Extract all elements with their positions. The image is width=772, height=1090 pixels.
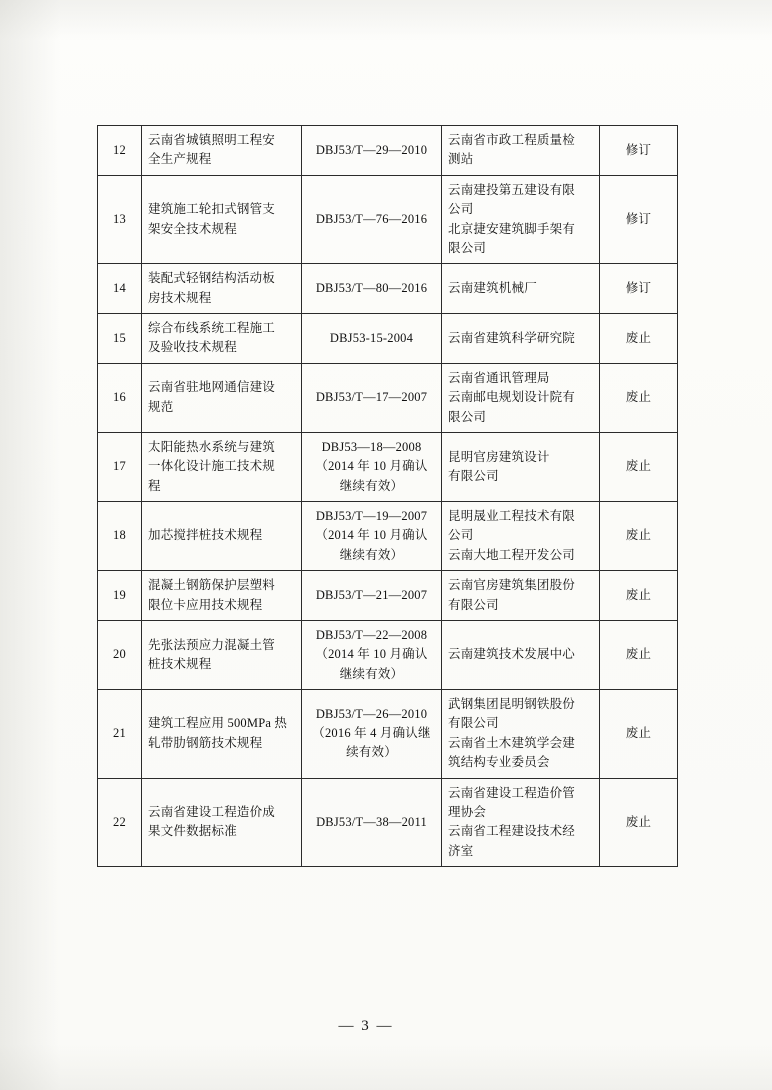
standard-name (142, 778, 302, 867)
table-row (98, 502, 678, 571)
standard-code (302, 432, 442, 501)
row-number: 18 (98, 502, 142, 571)
standard-name-line: 云南省城镇照明工程安 (148, 133, 276, 147)
row-number: 12 (98, 126, 142, 176)
standard-code-line: 续有效） (346, 745, 397, 760)
editing-organization-line: 云南省通讯管理局 (448, 370, 550, 385)
standard-name-line: 云南省建设工程造价成 (148, 804, 276, 819)
editing-organization (442, 264, 600, 314)
standard-code-line: DBJ53/T—38—2011 (316, 814, 427, 829)
editing-organization-line: 限公司 (448, 240, 487, 255)
table-row (98, 778, 678, 867)
standard-name (142, 126, 302, 176)
editing-organization-line: 测站 (448, 152, 474, 167)
standard-name-line: 一体化设计施工技术规 (148, 459, 276, 474)
standard-code (302, 690, 442, 779)
status-label: 修订 (600, 264, 678, 314)
standard-name-line: 限位卡应用技术规程 (148, 597, 263, 612)
standard-name (142, 432, 302, 501)
table-row (98, 571, 678, 621)
editing-organization-line: 云南省建设工程造价管 (448, 785, 576, 800)
editing-organization-line: 云南省建筑科学研究院 (448, 330, 576, 345)
standard-code-line: 继续有效） (339, 478, 404, 493)
editing-organization-line: 云南省市政工程质量检 (448, 133, 576, 147)
standard-name (142, 363, 302, 432)
editing-organization (442, 314, 600, 364)
standard-name (142, 620, 302, 689)
standard-name (142, 571, 302, 621)
editing-organization-line: 武钢集团昆明钢铁股份 (448, 697, 576, 711)
row-number: 20 (98, 620, 142, 689)
editing-organization-line: 有限公司 (448, 716, 499, 731)
editing-organization-line: 云南省土木建筑学会建 (448, 735, 576, 750)
standard-name (142, 502, 302, 571)
editing-organization (442, 620, 600, 689)
standard-name-line: 规范 (148, 399, 174, 414)
standard-name (142, 314, 302, 364)
standard-code-line: DBJ53/T—80—2016 (315, 280, 428, 295)
standard-code (302, 778, 442, 867)
editing-organization-line: 云南大地工程开发公司 (448, 547, 576, 562)
standard-code-line: DBJ53/T—76—2016 (315, 211, 428, 226)
standard-name-line: 建筑工程应用 500MPa 热 (148, 716, 288, 731)
standard-code-line: DBJ53/T—19—2007 (315, 509, 428, 523)
standard-code-line: （2014 年 10 月确认 (315, 647, 428, 662)
table-row (98, 175, 678, 264)
standard-name-line: 及验收技术规程 (148, 340, 237, 355)
table-row (98, 620, 678, 689)
status-label: 废止 (600, 620, 678, 689)
editing-organization-line: 公司 (448, 202, 474, 217)
standard-name-line: 综合布线系统工程施工 (148, 321, 276, 335)
standard-name-line: 混凝土钢筋保护层塑料 (148, 578, 276, 593)
status-label: 修订 (600, 175, 678, 264)
standard-code (302, 264, 442, 314)
editing-organization-line: 限公司 (448, 409, 487, 424)
standard-name-line: 程 (148, 478, 161, 493)
row-number: 16 (98, 363, 142, 432)
standard-code (302, 571, 442, 621)
standard-code (302, 502, 442, 571)
standard-name (142, 175, 302, 264)
table-row (98, 690, 678, 779)
standard-code (302, 126, 442, 176)
standard-code-line: DBJ53/T—22—2008 (315, 627, 428, 642)
table-row (98, 264, 678, 314)
standards-table-container (97, 125, 677, 867)
standard-name-line: 桩技术规程 (148, 656, 212, 671)
standard-code-line: （2014 年 10 月确认 (315, 528, 428, 543)
standard-name-line: 加芯搅拌桩技术规程 (148, 528, 263, 543)
editing-organization-line: 理协会 (448, 804, 487, 819)
status-label: 废止 (600, 432, 678, 501)
status-label: 废止 (600, 778, 678, 867)
editing-organization-line: 云南建筑机械厂 (448, 280, 537, 295)
editing-organization-line: 有限公司 (448, 468, 499, 483)
table-row (98, 126, 678, 176)
row-number: 21 (98, 690, 142, 779)
editing-organization (442, 363, 600, 432)
editing-organization-line: 云南邮电规划设计院有 (448, 390, 576, 405)
editing-organization (442, 571, 600, 621)
standard-code-line: DBJ53/T—17—2007 (315, 390, 428, 405)
row-number: 14 (98, 264, 142, 314)
row-number: 22 (98, 778, 142, 867)
status-label: 废止 (600, 502, 678, 571)
scan-shade-left (0, 0, 60, 1090)
standard-name-line: 先张法预应力混凝土管 (148, 637, 276, 652)
row-number: 17 (98, 432, 142, 501)
standards-table (97, 125, 678, 867)
standard-code (302, 363, 442, 432)
editing-organization-line: 云南官房建筑集团股份 (448, 578, 576, 593)
standard-code-line: 继续有效） (339, 666, 404, 681)
row-number: 15 (98, 314, 142, 364)
standard-name-line: 装配式轻钢结构活动板 (148, 271, 276, 286)
standard-name (142, 690, 302, 779)
standard-name-line: 果文件数据标准 (148, 824, 237, 839)
editing-organization-line: 筑结构专业委员会 (448, 755, 550, 770)
status-label: 废止 (600, 690, 678, 779)
standard-code-line: 继续有效） (339, 547, 404, 562)
standard-name-line: 太阳能热水系统与建筑 (148, 439, 276, 454)
standard-code-line: DBJ53-15-2004 (329, 330, 414, 345)
page-number: — 3 — (338, 1018, 394, 1034)
editing-organization-line: 公司 (448, 528, 474, 543)
standard-name-line: 建筑施工轮扣式钢管支 (148, 202, 276, 217)
standard-code-line: （2014 年 10 月确认 (315, 459, 428, 474)
standard-code-line: DBJ53/T—21—2007 (315, 587, 428, 602)
table-row (98, 432, 678, 501)
scan-shade-top (0, 0, 772, 40)
editing-organization-line: 济室 (448, 843, 474, 858)
editing-organization-line: 北京捷安建筑脚手架有 (448, 221, 576, 236)
standard-name (142, 264, 302, 314)
standard-code (302, 620, 442, 689)
editing-organization (442, 690, 600, 779)
table-row (98, 363, 678, 432)
standard-code-line: DBJ53/T—29—2010 (315, 142, 428, 157)
row-number: 19 (98, 571, 142, 621)
standard-name-line: 房技术规程 (148, 290, 212, 305)
editing-organization-line: 云南省工程建设技术经 (448, 824, 576, 839)
standard-code (302, 175, 442, 264)
standard-code-line: DBJ53/T—26—2010 (315, 706, 428, 721)
status-label: 废止 (600, 314, 678, 364)
standard-code-line: （2016 年 4 月确认继 (312, 726, 431, 741)
standard-name-line: 架安全技术规程 (148, 221, 237, 236)
status-label: 修订 (600, 126, 678, 176)
standard-name-line: 全生产规程 (148, 152, 212, 167)
standard-name-line: 云南省驻地网通信建设 (148, 380, 276, 395)
editing-organization (442, 126, 600, 176)
editing-organization (442, 432, 600, 501)
editing-organization-line: 云南建筑技术发展中心 (448, 647, 576, 662)
editing-organization (442, 502, 600, 571)
editing-organization-line: 昆明晟业工程技术有限 (448, 509, 576, 523)
status-label: 废止 (600, 363, 678, 432)
standard-name-line: 轧带肋钢筋技术规程 (148, 735, 263, 750)
table-row (98, 314, 678, 364)
editing-organization-line: 昆明官房建筑设计 (448, 449, 550, 464)
standard-code (302, 314, 442, 364)
standard-code-line: DBJ53—18—2008 (321, 439, 422, 454)
scan-shade-bottom (0, 1044, 772, 1090)
row-number: 13 (98, 175, 142, 264)
editing-organization (442, 175, 600, 264)
status-label: 废止 (600, 571, 678, 621)
editing-organization (442, 778, 600, 867)
editing-organization-line: 有限公司 (448, 597, 499, 612)
editing-organization-line: 云南建投第五建设有限 (448, 182, 576, 197)
